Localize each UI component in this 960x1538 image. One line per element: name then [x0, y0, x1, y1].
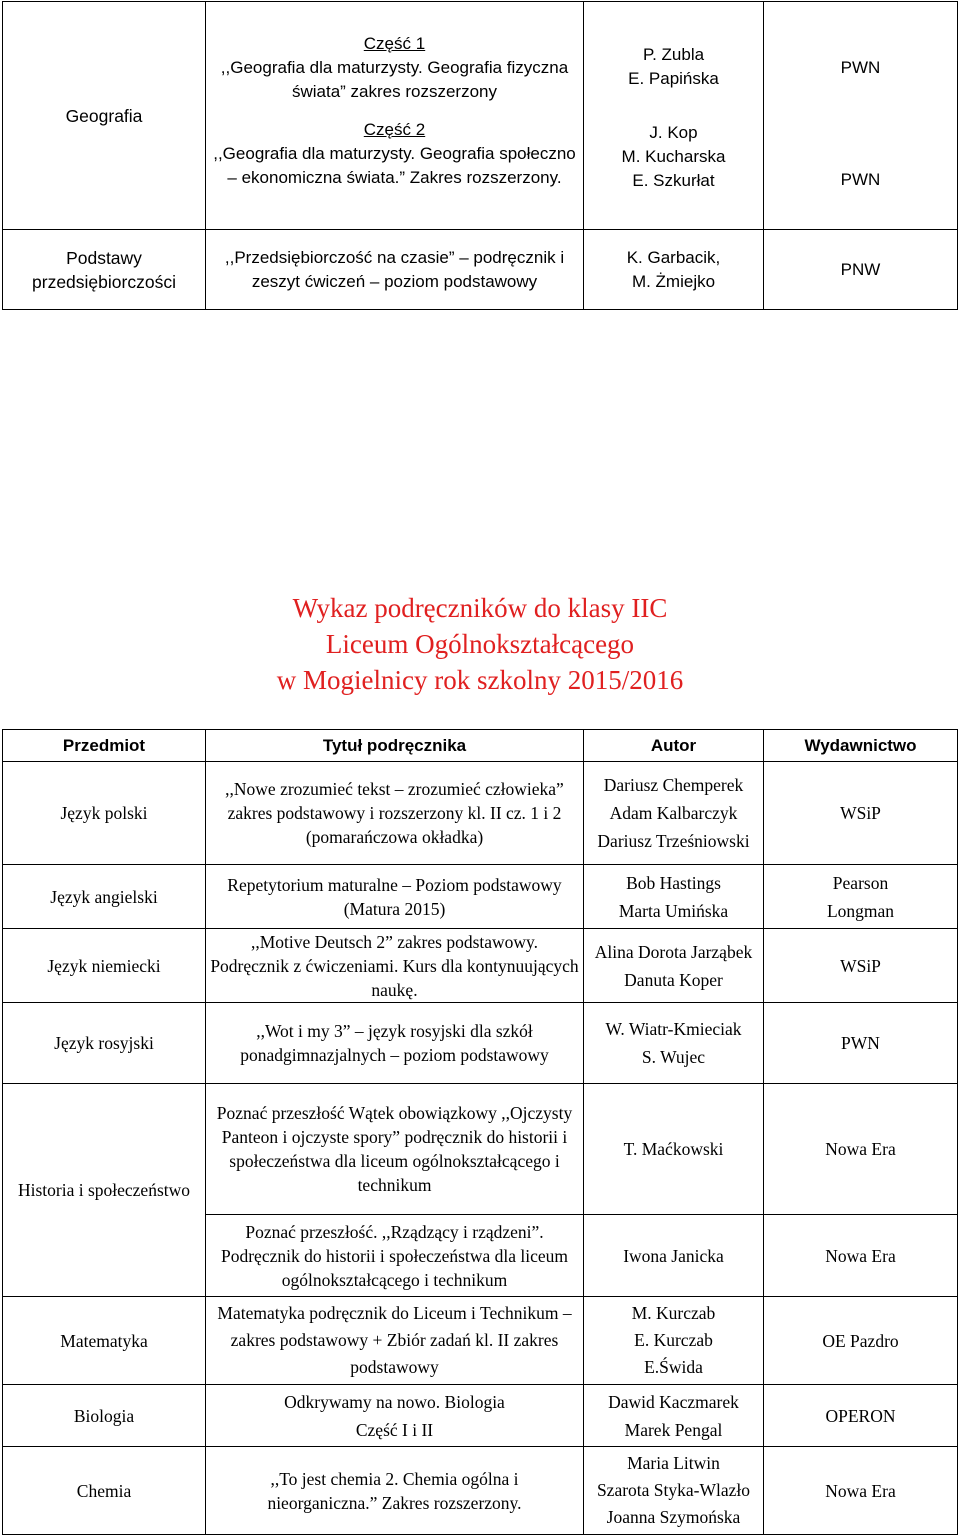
table-row — [3, 1003, 958, 1084]
author: W. Wiatr-Kmieciak — [605, 1019, 742, 1039]
author-cell — [584, 1084, 764, 1215]
publisher: Pearson — [832, 872, 889, 893]
table-row — [3, 1297, 958, 1385]
title-cell — [206, 929, 584, 1003]
subject: Język angielski — [50, 886, 158, 907]
author: Bob Hastings — [626, 872, 721, 893]
publisher: PWN — [840, 58, 881, 77]
title-cell — [206, 762, 584, 865]
title-cell — [206, 230, 584, 310]
subject-cell — [3, 865, 206, 929]
author: M. Żmiejko — [631, 271, 716, 291]
title-line-2: Liceum Ogólnokształcącego — [325, 629, 635, 659]
book-title: ,,Przedsiębiorczość na czasie” – podręcznik i zeszyt ćwiczeń – poziom podstawowy — [224, 247, 565, 291]
publisher-cell — [764, 1385, 958, 1447]
publisher: WSiP — [840, 955, 881, 976]
title-line-1: Wykaz podręczników do klasy IIC — [292, 593, 668, 623]
book-title: ,,Nowe zrozumieć tekst – zrozumieć człowieka” zakres podstawowy i rozszerzony kl. II cz. 1 i 2 (pomarańczowa okładka) — [225, 779, 564, 847]
publisher-cell — [764, 1215, 958, 1297]
table-row — [3, 762, 958, 865]
author-cell — [584, 929, 764, 1003]
table-row — [3, 929, 958, 1003]
book-title: Poznać przeszłość Wątek obowiązkowy ,,Ojczysty Panteon i ojczyste spory” podręcznik do historii i społeczeństwa dla liceum ogólnokształcącego i technikum — [216, 1103, 573, 1195]
author-cell — [584, 1003, 764, 1084]
table-row — [3, 1447, 958, 1535]
top-table — [2, 1, 958, 310]
author-cell — [584, 1385, 764, 1447]
author: J. Kop — [649, 123, 698, 142]
author: Dawid Kaczmarek — [608, 1391, 739, 1412]
title-cell — [206, 1447, 584, 1535]
publisher-cell — [764, 929, 958, 1003]
subject-geografia: Geografia — [65, 105, 143, 126]
title-cell — [206, 865, 584, 929]
author: E. Kurczab — [634, 1330, 713, 1350]
publisher-cell — [764, 762, 958, 865]
publisher-cell — [764, 1447, 958, 1535]
author-cell — [584, 230, 764, 310]
publisher-cell — [764, 1084, 958, 1215]
author-cell — [584, 1215, 764, 1297]
subject: Język niemiecki — [47, 955, 161, 976]
subject-cell — [3, 2, 206, 230]
author-cell — [584, 1297, 764, 1385]
publisher: Nowa Era — [825, 1245, 896, 1266]
author: E. Szkurłat — [632, 171, 715, 190]
subject-cell — [3, 1297, 206, 1385]
publisher-cell — [764, 230, 958, 310]
part-1-label: Część 1 — [363, 34, 426, 53]
title-cell — [206, 1215, 584, 1297]
author: M. Kucharska — [621, 147, 726, 166]
book-title: Poznać przeszłość. ,,Rządzący i rządzeni”. Podręcznik do historii i społeczeństwa dla liceum ogólnokształcącego i technikum — [221, 1221, 568, 1290]
author: Iwona Janicka — [623, 1245, 724, 1266]
publisher: Nowa Era — [825, 1139, 896, 1159]
author: Dariusz Chemperek — [603, 775, 744, 795]
subject-cell — [3, 762, 206, 865]
subject-przedsiebiorczosc: Podstawy przedsiębiorczości — [32, 247, 176, 292]
book-title: ,,Wot i my 3” – język rosyjski dla szkół ponadgimnazjalnych – poziom podstawowy — [240, 1021, 549, 1065]
title-cell — [206, 1084, 584, 1215]
table-row — [3, 865, 958, 929]
book-title: ,,Motive Deutsch 2” zakres podstawowy. Podręcznik z ćwiczeniami. Kurs dla kontynuujących naukę. — [210, 931, 579, 1000]
part-1-title: ,,Geografia dla maturzysty. Geografia fizyczna świata” zakres rozszerzony — [220, 58, 569, 101]
author-cell — [584, 1447, 764, 1535]
author: Adam Kalbarczyk — [609, 803, 738, 823]
author: Maria Litwin — [627, 1453, 720, 1473]
author: E.Świda — [644, 1357, 703, 1377]
author-cell — [584, 762, 764, 865]
table-row — [3, 1385, 958, 1447]
header-publisher: Wydawnictwo — [764, 730, 958, 762]
subject-cell — [3, 1447, 206, 1535]
title-cell — [206, 2, 584, 230]
publisher: PNW — [840, 259, 881, 279]
author: K. Garbacik, — [626, 247, 721, 267]
publisher: PWN — [840, 170, 881, 189]
table-row — [3, 230, 958, 310]
part-2-label: Część 2 — [363, 120, 426, 139]
subject: Język polski — [60, 803, 148, 823]
subject: Matematyka — [60, 1330, 148, 1351]
title-cell — [206, 1003, 584, 1084]
book-title: Matematyka podręcznik do Liceum i Technikum – zakres podstawowy + Zbiór zadań kl. II zakres podstawowy — [217, 1303, 572, 1377]
author: T. Maćkowski — [623, 1139, 724, 1159]
author: Marta Umińska — [618, 900, 729, 921]
author-cell — [584, 2, 764, 230]
subject-cell — [3, 1003, 206, 1084]
textbook-table — [2, 729, 958, 1535]
publisher: WSiP — [840, 803, 881, 823]
author: Joanna Szymońska — [606, 1507, 741, 1527]
author: Dariusz Trześniowski — [597, 831, 750, 851]
author: Danuta Koper — [624, 969, 723, 990]
subject-cell — [3, 230, 206, 310]
subject-cell — [3, 929, 206, 1003]
part-2-title: ,,Geografia dla maturzysty. Geografia społeczno – ekonomiczna świata.” Zakres rozszerzony. — [213, 144, 576, 187]
subject: Historia i społeczeństwo — [17, 1180, 191, 1200]
author: P. Zubla — [642, 45, 705, 64]
publisher: Longman — [826, 900, 895, 921]
subject-cell — [3, 1385, 206, 1447]
publisher: PWN — [841, 1033, 880, 1053]
author: E. Papińska — [628, 69, 719, 88]
publisher-cell — [764, 1297, 958, 1385]
header-row — [3, 730, 958, 762]
subject: Język rosyjski — [54, 1033, 154, 1053]
author-cell — [584, 865, 764, 929]
table-row — [3, 2, 958, 230]
author: Marek Pengal — [624, 1419, 723, 1440]
publisher-cell — [764, 1003, 958, 1084]
title-cell — [206, 1385, 584, 1447]
book-title: Repetytorium maturalne – Poziom podstawowy (Matura 2015) — [227, 874, 562, 919]
publisher-cell — [764, 2, 958, 230]
title-cell — [206, 1297, 584, 1385]
author: Szarota Styka-Wlazło — [596, 1480, 751, 1500]
subject: Chemia — [76, 1480, 132, 1501]
author: M. Kurczab — [631, 1303, 716, 1323]
book-title: ,,To jest chemia 2. Chemia ogólna i nieorganiczna.” Zakres rozszerzony. — [267, 1468, 522, 1513]
header-subject: Przedmiot — [3, 730, 206, 762]
title-line-3: w Mogielnicy rok szkolny 2015/2016 — [276, 665, 684, 695]
subject-cell — [3, 1084, 206, 1297]
publisher: OPERON — [825, 1405, 896, 1426]
header-title: Tytuł podręcznika — [206, 730, 584, 762]
header-author: Autor — [584, 730, 764, 762]
publisher-cell — [764, 865, 958, 929]
subject: Biologia — [73, 1405, 135, 1426]
publisher: Nowa Era — [825, 1480, 896, 1501]
book-title: Odkrywamy na nowo. Biologia Część I i II — [284, 1391, 505, 1440]
publisher: OE Pazdro — [822, 1330, 899, 1351]
page-title — [0, 590, 960, 698]
author: S. Wujec — [641, 1047, 706, 1067]
author: Alina Dorota Jarząbek — [594, 941, 753, 962]
table-row — [3, 1084, 958, 1215]
